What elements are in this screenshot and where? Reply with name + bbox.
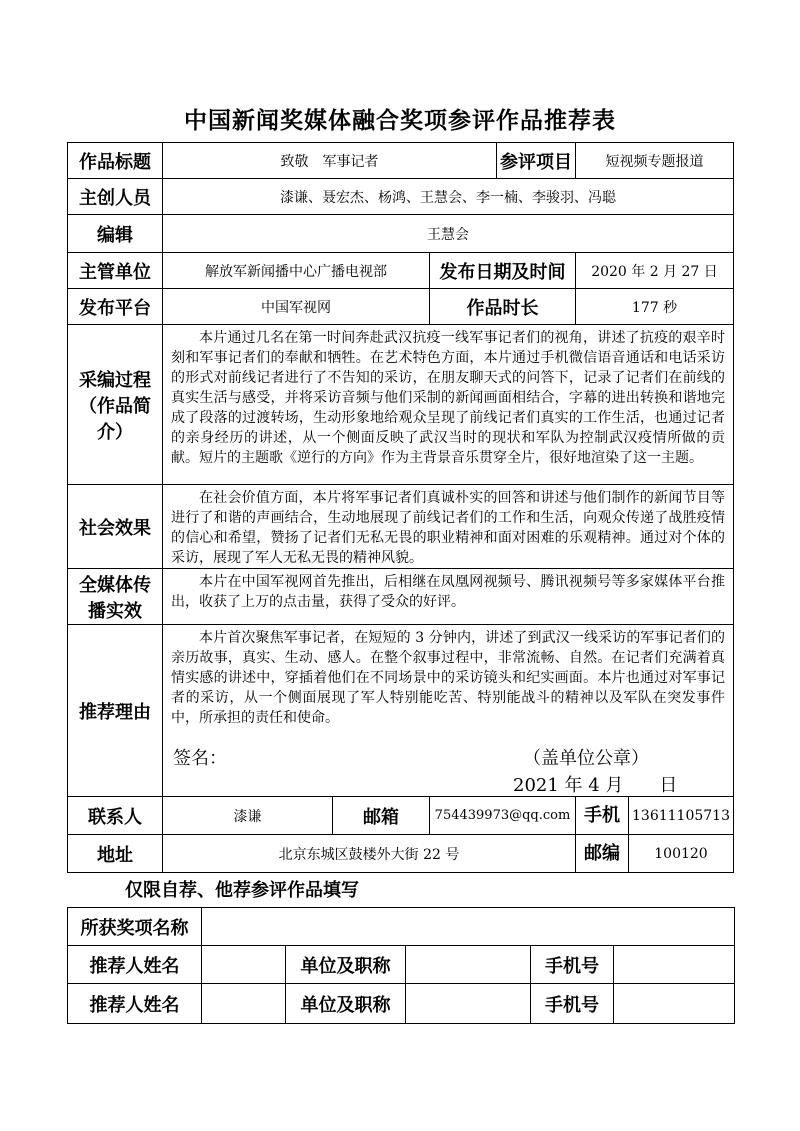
pub-date-label: 发布日期及时间 [430,253,576,289]
category-label: 参评项目 [497,143,576,179]
process-label: 采编过程（作品简介） [68,325,163,485]
contact-value: 漆谦 [163,797,333,835]
unit-label: 主管单位 [68,253,163,289]
phone-1-label: 手机号 [531,946,614,984]
editor-value: 王慧会 [163,215,734,253]
postcode-label: 邮编 [576,835,629,872]
page-title: 中国新闻奖媒体融合奖项参评作品推荐表 [184,107,616,134]
phone-1-field[interactable] [614,946,735,984]
platform-value: 中国军视网 [163,289,430,325]
work-title-label: 作品标题 [68,143,163,179]
postcode-cell [576,835,734,873]
work-title-value: 致敬 军事记者 [163,143,497,179]
contact-label: 联系人 [68,797,163,835]
unit-title-1-label: 单位及职称 [286,946,406,984]
reason-cell [163,625,734,797]
recommender-2-field[interactable] [202,984,286,1024]
reason-text: 本片首次聚焦军事记者，在短短的 3 分钟内，讲述了到武汉一线采访的军事记者们的亲历故事，真实、生动、感人。在整个叙事过程中，非常流畅、自然。在记者们充满着真情实感的讲述中，穿插着他们在不同场景中的采访镜头和纪实画面。本片也通过对军事记者的采访，从一个侧面展现了军人特别能吃苦、特别能战斗的精神以及军队在突发事件中，所承担的责任和使命。 [171,630,725,726]
platform-label: 发布平台 [68,289,163,325]
media-label: 全媒体传播实效 [68,569,163,625]
postcode-value: 100120 [654,845,708,862]
stamp-label: （盖单位公章） [523,748,649,769]
phone-value: 13611105713 [632,807,730,824]
phone-2-field[interactable] [614,984,735,1024]
editor-label: 编辑 [68,215,163,253]
phone-cell [576,797,734,835]
recommendation-form-table [67,142,734,873]
signature-date: 2021 年 4 月 日 [513,775,678,796]
effect-text: 在社会价值方面，本片将军事记者们真诚朴实的回答和讲述与他们制作的新闻节目等进行了和谐的声画结合，生动地展现了前线记者们的工作和生活，向观众传递了战胜疫情的信心和希望，赞扬了记者们无私无畏的职业精神和面对困难的乐观精神。通过对个体的采访，展现了军人无私无畏的精神风貌。 [163,485,734,569]
email-value: 754439973@qq.com [430,797,576,835]
award-name-label: 所获奖项名称 [68,908,202,946]
recommender-1-label: 推荐人姓名 [68,946,202,984]
duration-label: 作品时长 [430,289,576,325]
unit-title-2-field[interactable] [406,984,531,1024]
award-name-field[interactable] [202,908,735,946]
unit-value: 解放军新闻播中心广播电视部 [163,253,430,289]
media-text: 本片在中国军视网首先推出，后相继在凤凰网视频号、腾讯视频号等多家媒体平台推出，收获了上万的点击量，获得了受众的好评。 [163,569,734,625]
effect-label: 社会效果 [68,485,163,569]
pub-date-value: 2020 年 2 月 27 日 [576,253,734,289]
email-label: 邮箱 [333,797,430,835]
duration-value: 177 秒 [576,289,734,325]
creators-value: 漆谦、聂宏杰、杨鸿、王慧会、李一楠、李骏羽、冯聪 [163,179,734,215]
nomination-subtitle: 仅限自荐、他荐参评作品填写 [125,880,359,901]
nomination-table [67,907,735,1024]
creators-label: 主创人员 [68,179,163,215]
phone-2-label: 手机号 [531,984,614,1024]
category-value: 短视频专题报道 [576,143,734,179]
unit-title-2-label: 单位及职称 [286,984,406,1024]
address-value: 北京东城区鼓楼外大街 22 号 [163,835,576,873]
unit-title-1-field[interactable] [406,946,531,984]
address-label: 地址 [68,835,163,873]
reason-label: 推荐理由 [68,625,163,797]
recommender-1-field[interactable] [202,946,286,984]
recommender-2-label: 推荐人姓名 [68,984,202,1024]
phone-label: 手机 [576,797,629,834]
signature-label: 签名： [173,748,227,769]
process-text: 本片通过几名在第一时间奔赴武汉抗疫一线军事记者们的视角，讲述了抗疫的艰辛时刻和军事记者们的奉献和牺牲。在艺术特色方面，本片通过手机微信语音通话和电话采访的形式对前线记者进行了不告知的采访，在朋友聊天式的问答下，记录了记者们在前线的真实生活与感受，并将采访音频与他们采制的新闻画面相结合，字幕的进出转换和谐地完成了段落的过渡转场，生动形象地给观众呈现了前线记者们真实的工作生活，也通过记者的亲身经历的讲述，从一个侧面反映了武汉当时的现状和军队为控制武汉疫情所做的贡献。短片的主题歌《逆行的方向》作为主背景音乐贯穿全片，很好地渲染了这一主题。 [163,325,734,485]
